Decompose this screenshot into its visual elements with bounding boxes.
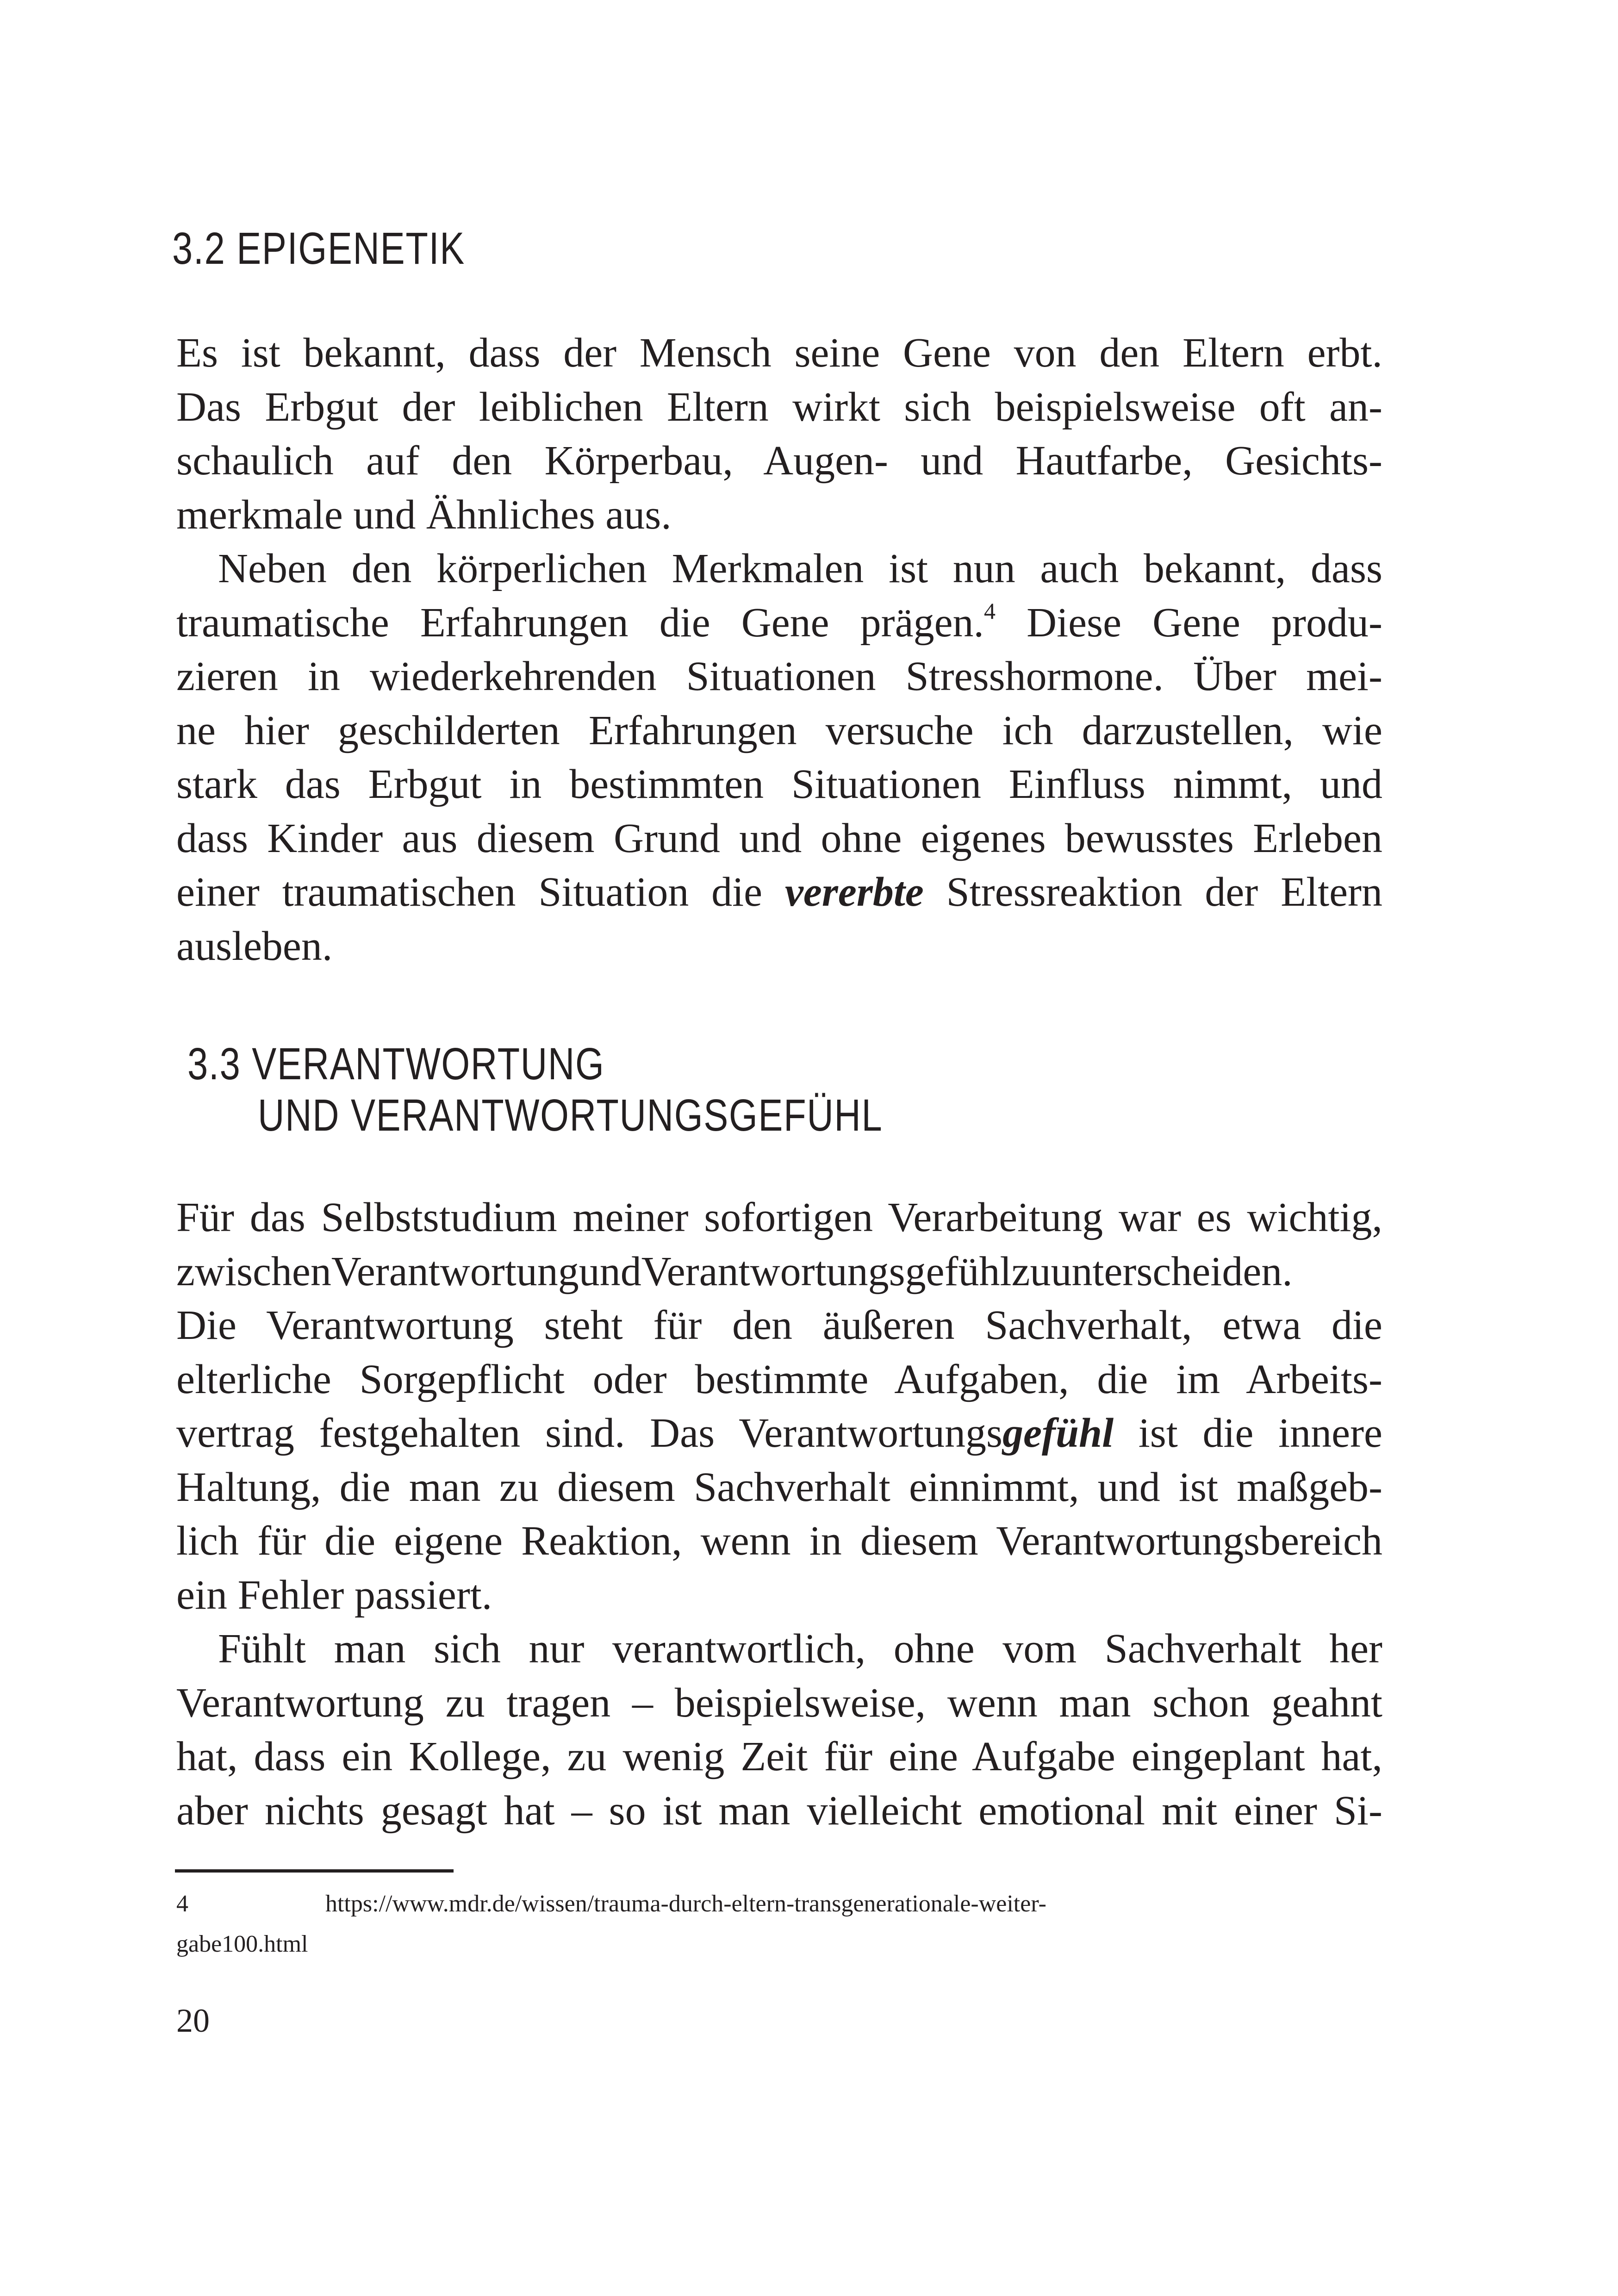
text-line: dass Kinder aus diesem Grund und ohne eigenes bewusstes Erleben [176, 815, 1382, 861]
text-line: Für das Selbststudium meiner sofortigen Verarbeitung war es wichtig, [176, 1195, 1382, 1241]
text-line: Haltung, die man zu diesem Sachverhalt einnimmt, und ist maßgeb- [176, 1464, 1382, 1510]
section-heading-3-3-line2: UND VERANTWORTUNGSGEFÜHL [258, 1090, 883, 1140]
text-line: zieren in wiederkehrenden Situationen Stresshormone. Über mei- [176, 653, 1382, 700]
page-number: 20 [176, 2002, 210, 2039]
text-line: merkmale und Ähnliches aus. [176, 492, 672, 538]
text-line: ein Fehler passiert. [176, 1572, 492, 1618]
text-line: schaulich auf den Körperbau, Augen- und Hautfarbe, Gesichts- [176, 438, 1382, 484]
text-line: ne hier geschilderten Erfahrungen versuche ich darzustellen, wie [176, 707, 1382, 753]
text-line: Die Verantwortung steht für den äußeren Sachverhalt, etwa die [176, 1302, 1382, 1349]
text-segment: Stressreaktion der Eltern [923, 869, 1382, 915]
text-line: ausleben. [176, 923, 333, 969]
footnote-number: 4 [176, 1891, 188, 1917]
text-segment: einer traumatischen Situation die [176, 869, 785, 915]
section-heading-3-3-line1: 3.3 VERANTWORTUNG [187, 1039, 605, 1089]
text-line: hat, dass ein Kollege, zu wenig Zeit für eine Aufgabe eingeplant hat, [176, 1734, 1382, 1780]
text-line: Es ist bekannt, dass der Mensch seine Gene von den Eltern erbt. [176, 330, 1382, 376]
text-segment: Diese Gene produ- [996, 599, 1382, 646]
text-line [176, 597, 1382, 646]
text-line: lich für die eigene Reaktion, wenn in diesem Verantwortungsbereich [176, 1518, 1382, 1564]
text-line: elterliche Sorgepflicht oder bestimmte Aufgaben, die im Arbeits- [176, 1356, 1382, 1402]
text-line: Neben den körperlichen Merkmalen ist nun auch bekannt, dass [218, 546, 1382, 592]
emphasized-text: gefühl [1002, 1410, 1114, 1456]
text-line [176, 871, 1382, 913]
section-heading-3-2: 3.2 EPIGENETIK [172, 223, 465, 274]
text-line: Fühlt man sich nur verantwortlich, ohne vom Sachverhalt her [218, 1626, 1382, 1672]
emphasized-text: vererbte [784, 869, 924, 915]
text-segment: traumatische Erfahrungen die Gene prägen. [176, 599, 984, 646]
text-line: zwischenVerantwortungundVerantwortungsgefühlzuunterscheiden. [176, 1248, 1293, 1294]
footnote-link-continued[interactable]: gabe100.html [176, 1931, 308, 1957]
text-line: Das Erbgut der leiblichen Eltern wirkt sich beispielsweise oft an- [176, 384, 1382, 430]
text-line: Verantwortung zu tragen – beispielsweise, wenn man schon geahnt [176, 1680, 1382, 1726]
text-line: stark das Erbgut in bestimmten Situationen Einfluss nimmt, und [176, 761, 1382, 808]
footnote-divider [175, 1869, 454, 1873]
footnote-link[interactable]: https://www.mdr.de/wissen/trauma-durch-eltern-transgenerationale-weiter- [325, 1891, 1046, 1917]
text-line [176, 1412, 1382, 1454]
text-segment: ist die innere [1114, 1410, 1383, 1456]
text-segment: vertrag festgehalten sind. Das Verantwortungs [176, 1410, 1003, 1456]
footnote-reference[interactable]: 4 [984, 597, 996, 624]
text-line: aber nichts gesagt hat – so ist man vielleicht emotional mit einer Si- [176, 1787, 1382, 1834]
